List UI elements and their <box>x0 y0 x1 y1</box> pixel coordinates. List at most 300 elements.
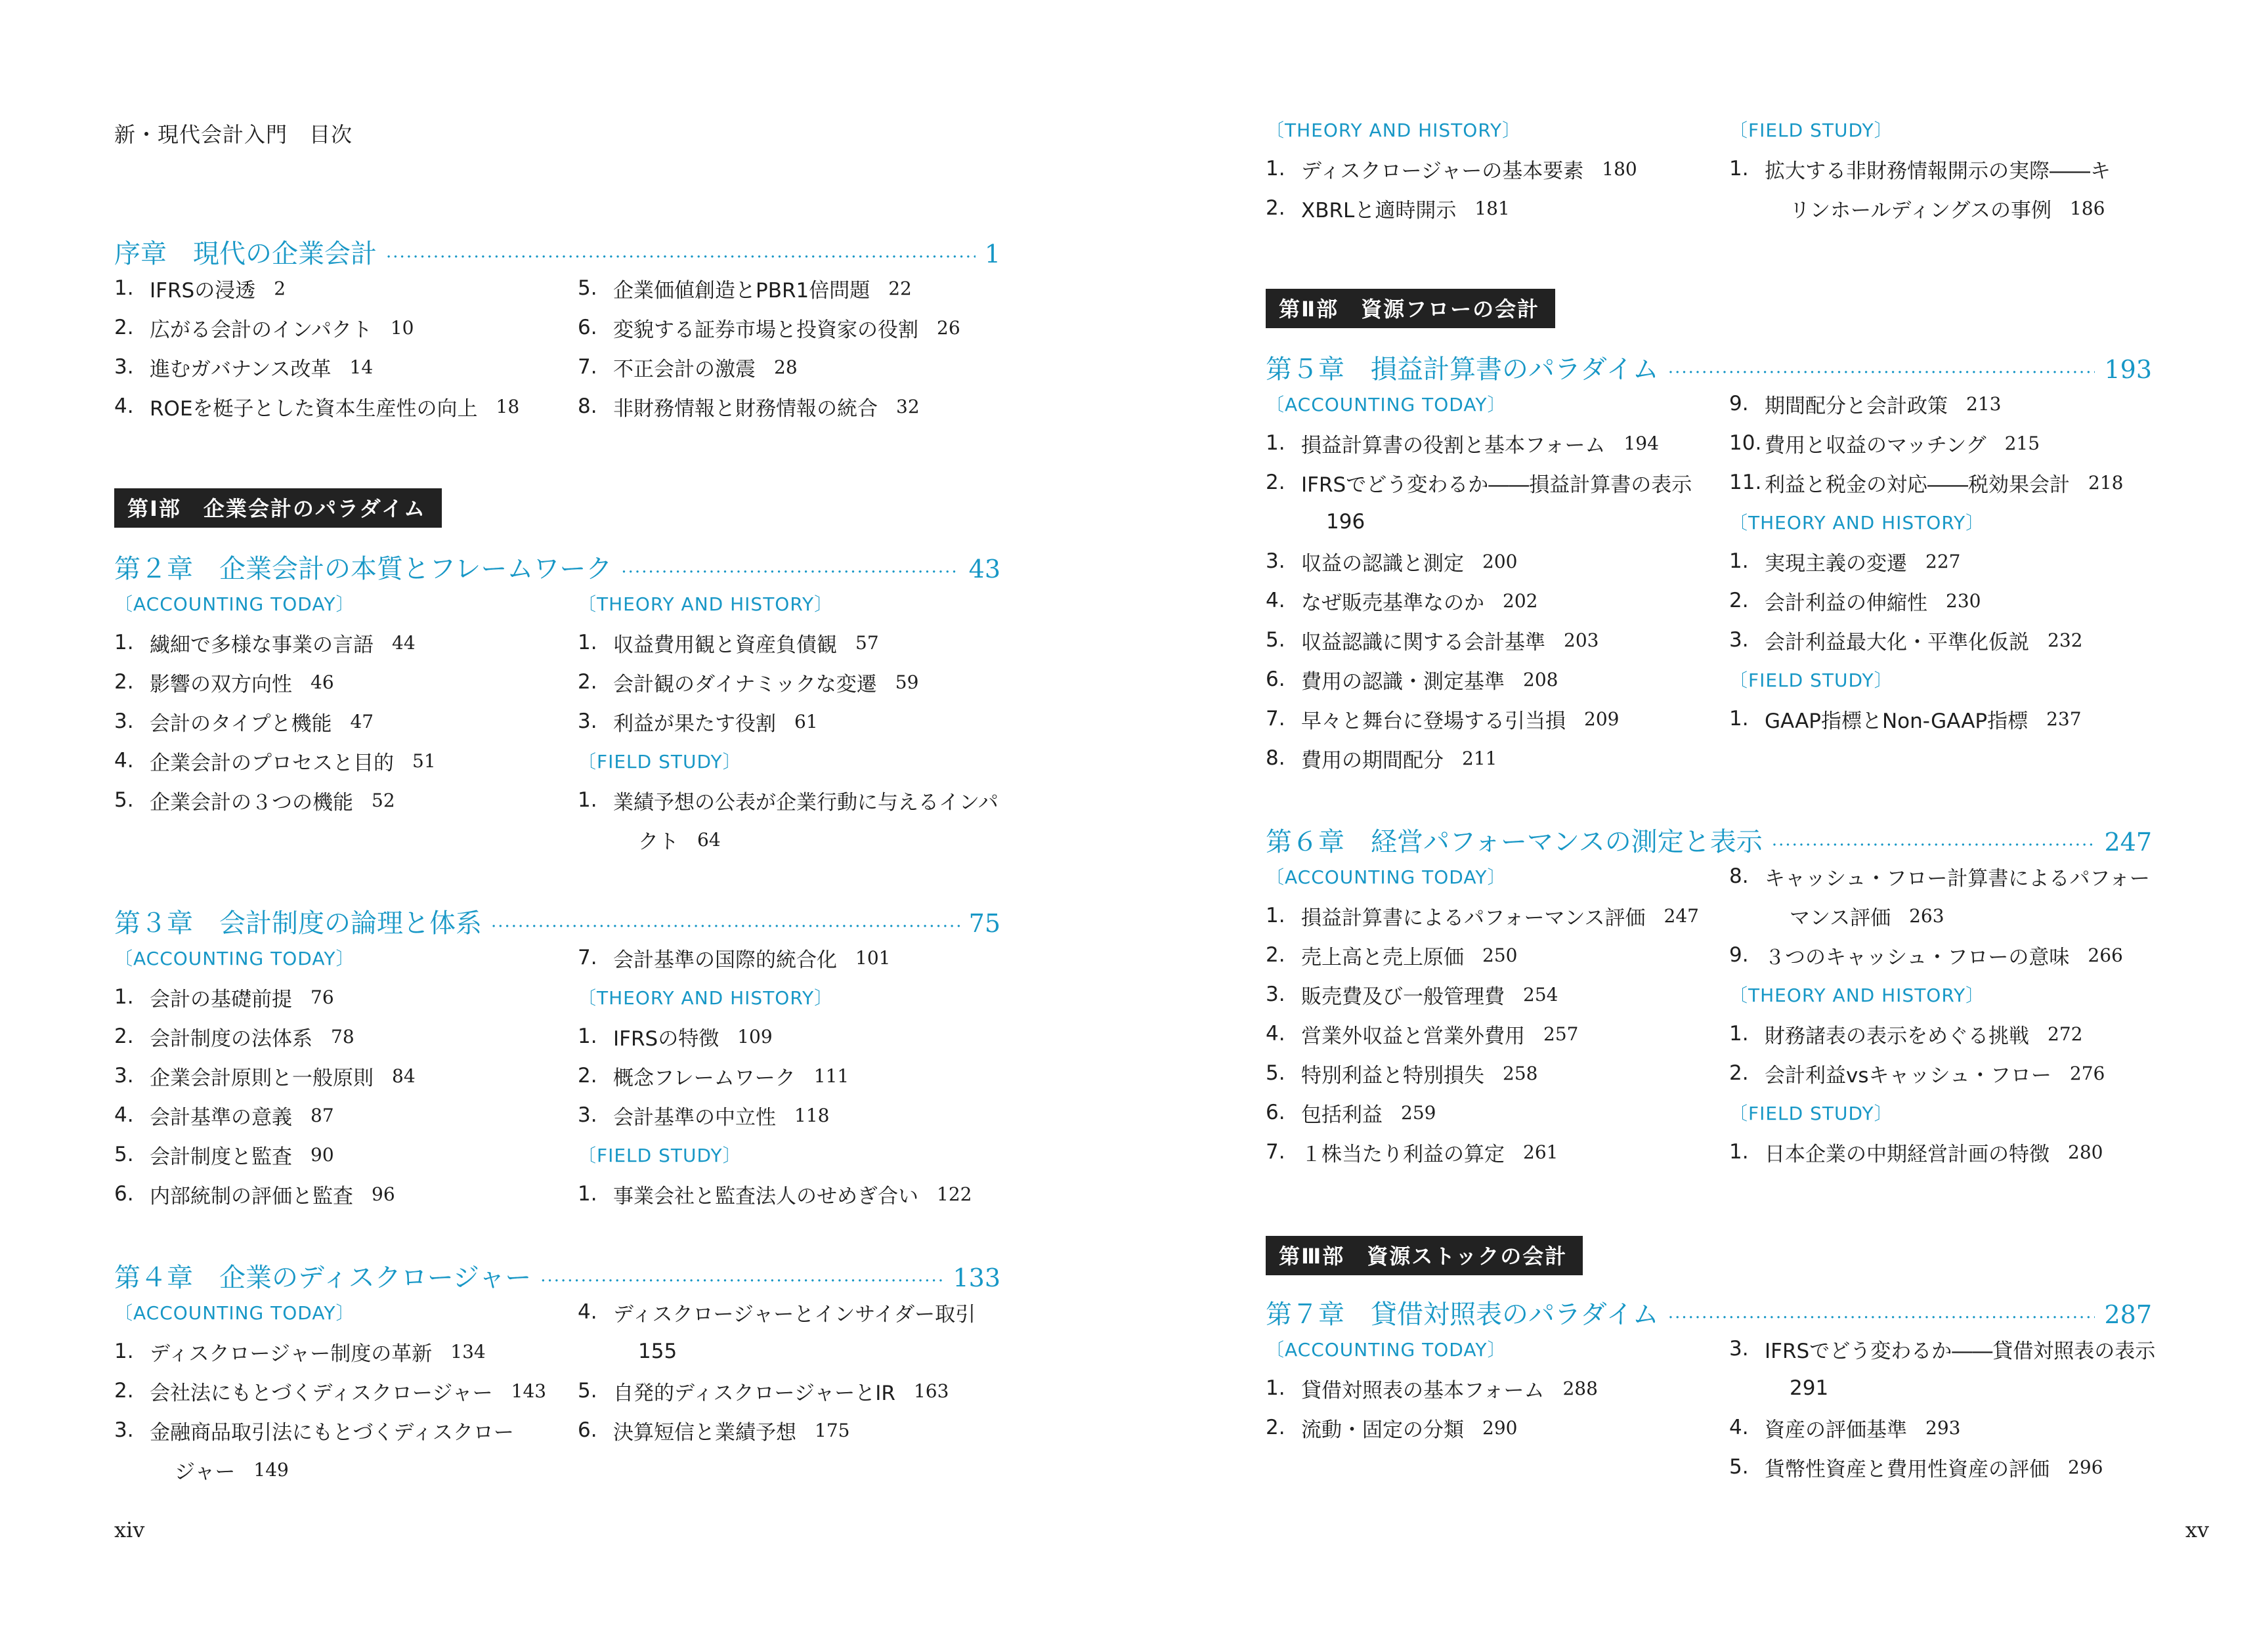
entry-number: 3. <box>1266 983 1285 1006</box>
entry-title: 金融商品取引法にもとづくディスクロー <box>150 1420 514 1445</box>
toc-entry <box>1266 581 1692 620</box>
chapter-title: 第３章 会計制度の論理と体系 <box>114 908 482 939</box>
entry-title: 費用の期間配分 <box>1301 748 1444 773</box>
toc-entry <box>114 1410 546 1450</box>
entry-title: 会計基準の国際的統合化 <box>613 948 837 972</box>
toc-entry <box>578 662 999 702</box>
section-tag: 〔FIELD STUDY〕 <box>1729 119 1893 141</box>
entry-number: 3. <box>578 710 597 733</box>
entry-title: 会計観のダイナミックな変遷 <box>613 672 877 696</box>
entry-title: IFRSでどう変わるか――貸借対照表の表示 <box>1765 1339 2156 1363</box>
entry-number: 5. <box>1729 1455 1749 1479</box>
entry-title: １株当たり利益の算定 <box>1301 1142 1505 1166</box>
entry-title: 企業会計の３つの機能 <box>150 790 353 815</box>
section-tag: 〔ACCOUNTING TODAY〕 <box>1266 1339 1507 1361</box>
entry-title: 企業会計のプロセスと目的 <box>150 751 394 775</box>
toc-entry <box>578 938 972 977</box>
toc-entry-continued <box>1729 1368 2155 1408</box>
entry-title: 実現主義の変遷 <box>1765 551 1907 576</box>
toc-column <box>114 268 519 426</box>
entry-page: 230 <box>1946 589 1981 612</box>
leader-dots <box>1668 1308 2095 1328</box>
entry-page: 163 <box>913 1380 949 1402</box>
entry-number: 4. <box>114 749 134 773</box>
entry-title: 企業会計原則と一般原則 <box>150 1066 374 1090</box>
entry-title: 売上高と売上原価 <box>1301 945 1464 969</box>
entry-page: 290 <box>1482 1416 1518 1439</box>
section-tag: 〔ACCOUNTING TODAY〕 <box>114 1302 355 1324</box>
toc-entry <box>578 780 999 820</box>
entry-page: 64 <box>697 828 721 851</box>
entry-page: 232 <box>2048 629 2083 651</box>
entry-page: 26 <box>937 316 960 339</box>
entry-page: 218 <box>2088 471 2124 494</box>
entry-number: 1. <box>1266 904 1285 927</box>
left-page <box>0 0 1127 1652</box>
entry-page: 258 <box>1503 1062 1538 1084</box>
entry-number: 2. <box>578 1064 597 1088</box>
toc-entry <box>1729 541 2123 581</box>
entry-number: 1. <box>578 788 597 812</box>
entry-number: 2. <box>1266 196 1285 220</box>
entry-number: 1. <box>1729 1022 1749 1046</box>
toc-entry <box>578 268 960 308</box>
entry-title: 貨幣性資産と費用性資産の評価 <box>1765 1457 2050 1481</box>
entry-page: 57 <box>855 631 879 654</box>
entry-title: 費用と収益のマッチング <box>1765 433 1987 457</box>
entry-page: 237 <box>2046 708 2082 730</box>
entry-title: 販売費及び一般管理費 <box>1301 985 1505 1009</box>
toc-entry <box>1729 857 2150 896</box>
entry-number: 5. <box>114 1143 134 1166</box>
leader-dots <box>491 917 960 937</box>
entry-title: IFRSの浸透 <box>150 278 256 303</box>
section-tag: 〔ACCOUNTING TODAY〕 <box>114 948 355 969</box>
toc-entry <box>1266 1093 1699 1132</box>
entry-page: 263 <box>1909 904 1944 927</box>
toc-column <box>114 1292 546 1489</box>
section-tag: 〔FIELD STUDY〕 <box>578 1145 742 1166</box>
toc-entry-continued <box>578 820 999 859</box>
entry-page: 47 <box>350 710 374 732</box>
toc-entry <box>1266 149 1637 188</box>
entry-number: 4. <box>1266 1022 1285 1046</box>
entry-title: 変貌する証券市場と投資家の役割 <box>613 318 918 342</box>
entry-page: 257 <box>1543 1023 1579 1045</box>
entry-number: 3. <box>1729 1337 1749 1361</box>
entry-number: 1. <box>114 985 134 1009</box>
section-tag: 〔THEORY AND HISTORY〕 <box>1729 985 1985 1006</box>
entry-page: 250 <box>1482 944 1518 966</box>
leader-dots <box>1668 363 2095 383</box>
entry-title: 収益費用観と資産負債観 <box>613 633 837 657</box>
entry-page: 213 <box>1966 392 2002 415</box>
entry-title: 期間配分と会計政策 <box>1765 394 1948 418</box>
entry-title: 会計制度の法体系 <box>150 1027 312 1051</box>
entry-page: 288 <box>1562 1377 1598 1399</box>
entry-number: 7. <box>578 355 597 379</box>
toc-column <box>1729 384 2123 738</box>
entry-page: 276 <box>2069 1062 2105 1084</box>
toc-column <box>578 1292 976 1450</box>
part-heading: 第Ⅰ部 企業会計のパラダイム <box>114 488 442 528</box>
toc-entry <box>114 1056 416 1095</box>
toc-entry <box>1729 1329 2155 1368</box>
entry-number: 5. <box>1266 628 1285 652</box>
toc-column <box>578 938 972 1214</box>
entry-page: 87 <box>311 1104 334 1126</box>
entry-title: 155 <box>638 1340 677 1363</box>
entry-page: 46 <box>311 671 334 693</box>
toc-entry <box>1729 1447 2155 1487</box>
entry-number: 10. <box>1729 431 1762 455</box>
toc-column <box>1266 110 1637 228</box>
toc-entry <box>578 702 999 741</box>
entry-title: ディスクロージャー制度の革新 <box>150 1342 433 1366</box>
section-tag: 〔THEORY AND HISTORY〕 <box>578 593 834 615</box>
entry-page: 76 <box>311 986 334 1008</box>
entry-page: 51 <box>412 750 436 772</box>
entry-number: 4. <box>1266 589 1285 612</box>
toc-entry <box>114 1371 546 1410</box>
entry-number: 2. <box>114 316 134 339</box>
toc-entry <box>114 308 519 347</box>
entry-title: 内部統制の評価と監査 <box>150 1184 353 1208</box>
entry-title: マンス評価 <box>1790 906 1891 930</box>
entry-number: 5. <box>1266 1061 1285 1085</box>
entry-number: 2. <box>114 1025 134 1048</box>
entry-title: ROEを梃子とした資本生産性の向上 <box>150 396 478 421</box>
entry-page: 149 <box>253 1458 289 1481</box>
toc-entry <box>1266 188 1637 228</box>
toc-entry <box>114 387 519 426</box>
chapter-title: 第６章 経営パフォーマンスの測定と表示 <box>1266 827 1763 857</box>
entry-page: 209 <box>1584 708 1620 730</box>
entry-number: 9. <box>1729 943 1749 967</box>
toc-entry <box>114 268 519 308</box>
toc-entry <box>1729 581 2123 620</box>
toc-entry <box>1266 1408 1598 1447</box>
entry-number: 2. <box>1729 589 1749 612</box>
toc-entry <box>1729 423 2123 463</box>
entry-page: 111 <box>813 1065 849 1087</box>
toc-entry <box>114 977 416 1017</box>
toc-entry <box>1266 620 1692 660</box>
entry-page: 175 <box>815 1419 850 1441</box>
entry-number: 1. <box>1729 707 1749 731</box>
page-number-right: xv <box>2185 1517 2209 1542</box>
toc-entry <box>578 347 960 387</box>
entry-title: なぜ販売基準なのか <box>1301 591 1484 615</box>
entry-title: 流動・固定の分類 <box>1301 1418 1464 1442</box>
toc-entry <box>114 662 436 702</box>
toc-entry <box>114 623 436 662</box>
entry-number: 2. <box>1266 1416 1285 1439</box>
toc-entry <box>114 347 519 387</box>
entry-page: 59 <box>895 671 919 693</box>
entry-page: 32 <box>896 395 920 417</box>
entry-title: 広がる会計のインパクト <box>150 318 372 342</box>
entry-number: 3. <box>114 355 134 379</box>
section-tag: 〔ACCOUNTING TODAY〕 <box>114 593 355 615</box>
chapter-page-number: 247 <box>2104 828 2152 857</box>
toc-entry <box>1729 935 2150 975</box>
entry-page: 272 <box>2048 1023 2083 1045</box>
toc-entry-continued <box>1729 188 2111 228</box>
entry-title: 進むガバナンス改革 <box>150 357 332 381</box>
entry-title: 繊細で多様な事業の言語 <box>150 633 374 657</box>
entry-number: 1. <box>1729 157 1749 180</box>
entry-number: 7. <box>578 946 597 969</box>
toc-entry-continued <box>1729 896 2150 935</box>
toc-entry <box>1729 463 2123 502</box>
chapter-title: 第２章 企業会計の本質とフレームワーク <box>114 554 612 584</box>
entry-title: 拡大する非財務情報開示の実際――キ <box>1765 159 2111 183</box>
toc-entry <box>1266 935 1699 975</box>
chapter-page-number: 133 <box>953 1263 1000 1292</box>
toc-entry <box>1266 660 1692 699</box>
toc-entry <box>114 780 436 820</box>
entry-title: 損益計算書の役割と基本フォーム <box>1301 433 1606 457</box>
chapter-title: 序章 現代の企業会計 <box>114 239 377 269</box>
entry-number: 8. <box>1729 864 1749 888</box>
entry-title: 自発的ディスクロージャーとIR <box>613 1381 895 1405</box>
chapter-page-number: 75 <box>968 909 1000 938</box>
entry-number: 1. <box>1266 157 1285 180</box>
entry-number: 1. <box>114 631 134 654</box>
toc-entry <box>1266 463 1692 502</box>
section-tag: 〔FIELD STUDY〕 <box>1729 669 1893 691</box>
toc-entry <box>114 1135 416 1174</box>
toc-entry <box>1266 896 1699 935</box>
entry-number: 1. <box>578 631 597 654</box>
toc-entry <box>114 702 436 741</box>
chapter-heading <box>114 902 1000 940</box>
entry-number: 8. <box>1266 746 1285 770</box>
toc-entry <box>114 1174 416 1214</box>
entry-number: 4. <box>114 394 134 418</box>
entry-title: 会計基準の意義 <box>150 1105 292 1130</box>
section-tag: 〔FIELD STUDY〕 <box>1729 1103 1893 1124</box>
chapter-heading <box>1266 1294 2152 1331</box>
entry-number: 6. <box>114 1182 134 1206</box>
entry-number: 2. <box>1729 1061 1749 1085</box>
entry-page: 227 <box>1925 550 1961 572</box>
chapter-heading <box>114 1257 1000 1294</box>
entry-page: 134 <box>450 1340 486 1363</box>
chapter-heading <box>1266 821 2152 858</box>
entry-page: 96 <box>372 1183 395 1205</box>
entry-page: 200 <box>1482 550 1518 572</box>
entry-number: 1. <box>1729 549 1749 573</box>
entry-page: 109 <box>737 1025 773 1048</box>
section-tag: 〔FIELD STUDY〕 <box>578 751 742 773</box>
entry-title: 損益計算書によるパフォーマンス評価 <box>1301 906 1646 930</box>
section-tag: 〔THEORY AND HISTORY〕 <box>578 987 834 1009</box>
section-tag: 〔ACCOUNTING TODAY〕 <box>1266 866 1507 888</box>
chapter-heading <box>1266 349 2152 386</box>
entry-number: 2. <box>114 1379 134 1403</box>
toc-column <box>1266 384 1692 778</box>
entry-page: 266 <box>2088 944 2123 966</box>
entry-title: IFRSの特徴 <box>613 1027 719 1051</box>
entry-title: 特別利益と特別損失 <box>1301 1063 1484 1088</box>
toc-entry <box>114 1095 416 1135</box>
entry-page: 247 <box>1664 904 1699 927</box>
toc-column <box>578 268 960 426</box>
toc-entry <box>114 1332 546 1371</box>
entry-page: 28 <box>774 356 798 378</box>
entry-title: ディスクロージャーとインサイダー取引 <box>613 1302 976 1326</box>
toc-entry <box>578 387 960 426</box>
entry-title: 非財務情報と財務情報の統合 <box>613 396 878 421</box>
entry-title: 利益と税金の対応――税効果会計 <box>1765 473 2070 497</box>
entry-page: 293 <box>1925 1416 1961 1439</box>
entry-page: 254 <box>1523 983 1558 1006</box>
part-heading: 第Ⅱ部 資源フローの会計 <box>1266 289 1555 328</box>
entry-number: 3. <box>1729 628 1749 652</box>
entry-title: キャッシュ・フロー計算書によるパフォー <box>1765 866 2150 891</box>
entry-title: 会計のタイプと機能 <box>150 711 332 736</box>
entry-title: 収益認識に関する会計基準 <box>1301 630 1545 654</box>
toc-entry <box>578 1017 972 1056</box>
toc-entry-continued <box>578 1332 976 1371</box>
chapter-heading <box>114 548 1000 585</box>
entry-number: 7. <box>1266 1140 1285 1164</box>
toc-entry-continued <box>1266 502 1692 541</box>
entry-number: 9. <box>1729 392 1749 415</box>
toc-entry <box>578 1292 976 1332</box>
entry-title: 財務諸表の表示をめぐる挑戦 <box>1765 1024 2029 1048</box>
toc-entry <box>1266 1014 1699 1053</box>
toc-entry <box>578 308 960 347</box>
entry-number: 1. <box>114 1340 134 1363</box>
chapter-page-number: 1 <box>984 240 1000 268</box>
entry-page: 84 <box>392 1065 416 1087</box>
entry-title: 会計利益vsキャッシュ・フロー <box>1765 1063 2051 1088</box>
entry-number: 2. <box>578 670 597 694</box>
entry-number: 4. <box>578 1300 597 1324</box>
leader-dots <box>621 562 959 582</box>
entry-title: 早々と舞台に登場する引当損 <box>1301 709 1566 733</box>
entry-title: 291 <box>1790 1376 1829 1400</box>
entry-page: 203 <box>1564 629 1599 651</box>
toc-entry <box>114 1017 416 1056</box>
toc-entry <box>1729 1053 2150 1093</box>
entry-page: 101 <box>855 946 891 969</box>
toc-entry <box>1266 975 1699 1014</box>
toc-column <box>1266 857 1699 1172</box>
entry-title: 決算短信と業績予想 <box>613 1420 796 1445</box>
entry-title: 不正会計の激震 <box>613 357 756 381</box>
entry-title: リンホールディングスの事例 <box>1790 198 2051 222</box>
toc-entry <box>578 1410 976 1450</box>
entry-title: クト <box>638 830 679 854</box>
entry-number: 2. <box>114 670 134 694</box>
entry-number: 3. <box>1266 549 1285 573</box>
entry-number: 2. <box>1266 943 1285 967</box>
toc-entry <box>1729 620 2123 660</box>
entry-title: IFRSでどう変わるか――損益計算書の表示 <box>1301 473 1692 497</box>
toc-entry <box>1266 1053 1699 1093</box>
toc-column <box>114 938 416 1214</box>
section-tag: 〔ACCOUNTING TODAY〕 <box>1266 394 1507 415</box>
section-tag: 〔THEORY AND HISTORY〕 <box>1729 512 1985 534</box>
entry-page: 18 <box>496 395 520 417</box>
entry-number: 1. <box>578 1025 597 1048</box>
chapter-title: 第４章 企業のディスクロージャー <box>114 1263 532 1293</box>
entry-page: 296 <box>2068 1456 2103 1478</box>
entry-page: 194 <box>1623 432 1659 454</box>
entry-number: 5. <box>578 276 597 300</box>
entry-page: 259 <box>1401 1101 1436 1124</box>
toc-entry <box>1266 699 1692 738</box>
entry-number: 1. <box>1266 1376 1285 1400</box>
toc-entry <box>578 1174 972 1214</box>
leader-dots <box>386 247 976 267</box>
toc-entry <box>1729 1132 2150 1172</box>
entry-page: 280 <box>2068 1141 2103 1163</box>
entry-title: 日本企業の中期経営計画の特徴 <box>1765 1142 2050 1166</box>
entry-title: 利益が果たす役割 <box>613 711 776 736</box>
toc-entry <box>1266 423 1692 463</box>
toc-column <box>1729 1329 2155 1487</box>
entry-page: 186 <box>2069 197 2105 219</box>
running-head: 新・現代会計入門 目次 <box>114 122 353 147</box>
toc-column <box>578 583 999 859</box>
toc-entry <box>1266 738 1692 778</box>
toc-entry <box>1729 699 2123 738</box>
entry-title: 会計制度と監査 <box>150 1145 292 1169</box>
toc-entry <box>578 1056 972 1095</box>
entry-page: 181 <box>1474 197 1510 219</box>
right-page <box>1127 0 2255 1652</box>
entry-page: 118 <box>794 1104 830 1126</box>
toc-column <box>114 583 436 820</box>
toc-column <box>1729 110 2111 228</box>
toc-entry <box>1266 1132 1699 1172</box>
entry-page: 14 <box>349 356 374 378</box>
entry-title: 包括利益 <box>1301 1103 1383 1127</box>
entry-title: ジャー <box>175 1460 236 1484</box>
entry-page: 261 <box>1523 1141 1558 1163</box>
entry-number: 3. <box>114 710 134 733</box>
entry-number: 3. <box>114 1418 134 1442</box>
toc-column <box>1729 857 2150 1172</box>
entry-page: 215 <box>2004 432 2040 454</box>
entry-title: XBRLと適時開示 <box>1301 198 1457 222</box>
entry-title: ３つのキャッシュ・フローの意味 <box>1765 945 2070 969</box>
entry-number: 3. <box>578 1103 597 1127</box>
section-tag: 〔THEORY AND HISTORY〕 <box>1266 119 1522 141</box>
chapter-page-number: 43 <box>968 555 1000 583</box>
entry-title: 費用の認識・測定基準 <box>1301 669 1505 694</box>
entry-number: 6. <box>1266 667 1285 691</box>
entry-page: 78 <box>331 1025 354 1048</box>
toc-column <box>1266 1329 1598 1447</box>
entry-page: 44 <box>392 631 416 654</box>
entry-title: 事業会社と監査法人のせめぎ合い <box>613 1184 918 1208</box>
toc-entry-continued <box>114 1450 546 1489</box>
entry-page: 90 <box>311 1143 334 1166</box>
part-heading: 第Ⅲ部 資源ストックの会計 <box>1266 1236 1583 1275</box>
entry-number: 1. <box>578 1182 597 1206</box>
toc-entry <box>114 741 436 780</box>
entry-number: 4. <box>1729 1416 1749 1439</box>
chapter-title: 第５章 損益計算書のパラダイム <box>1266 354 1659 385</box>
entry-page: 10 <box>390 316 414 339</box>
chapter-page-number: 193 <box>2104 355 2152 384</box>
